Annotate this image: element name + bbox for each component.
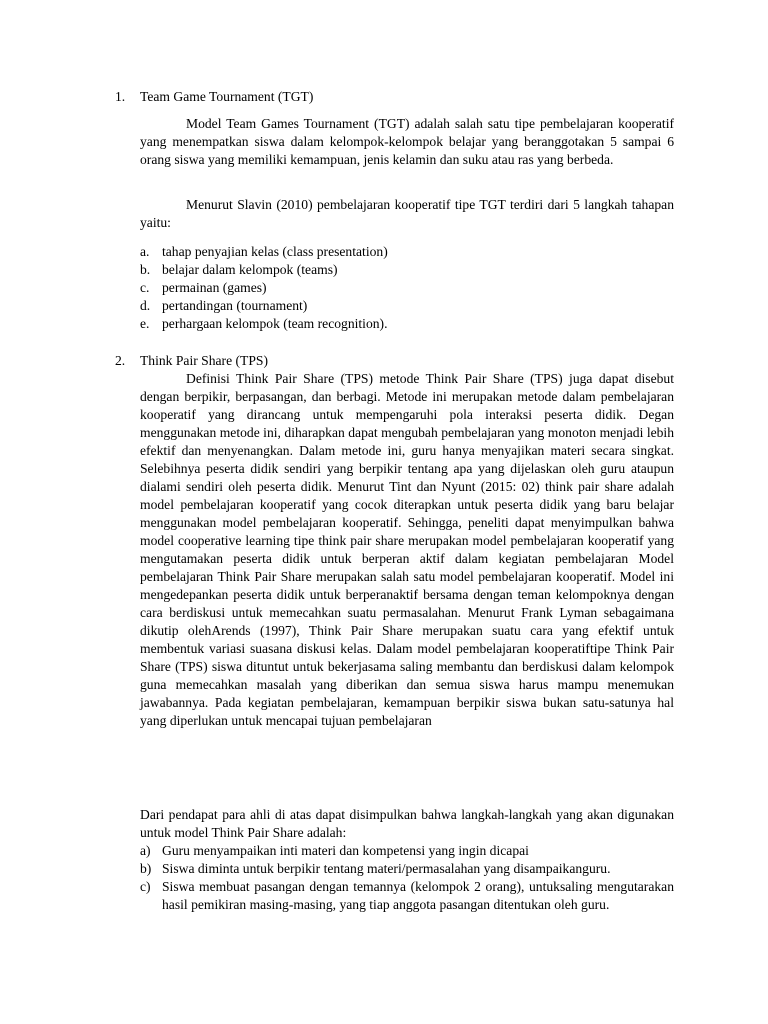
section-1-paragraph-1: Model Team Games Tournament (TGT) adalah salah satu tipe pembelajaran kooperatif yang menempatkan siswa dalam kelompok-kelompok belajar yang beranggotakan 5 sampai 6 orang siswa yang memiliki kemampuan, jenis kelamin dan suku atau ras yang berbeda. [140,116,674,167]
section-1-number: 1. [115,89,126,104]
section-2-number: 2. [115,353,126,368]
list-marker: d. [140,298,151,313]
section-1-title: Team Game Tournament (TGT) [140,89,314,104]
list-marker: a) [140,843,151,858]
list-item [140,279,674,297]
section-2-paragraph-1: Definisi Think Pair Share (TPS) metode Think Pair Share (TPS) juga dapat disebut dengan berpikir, berpasangan, dan berbagi. Metode ini merupakan metode dalam pembelajaran kooperatif yang dirancang untuk mempengaruhi pola interaksi peserta didik. Degan menggunakan metode ini, diharapkan dapat mengubah pembelajaran yang monoton menjadi lebih efektif dan menyenangkan. Dalam metode ini, guru hanya menyajikan materi secara singkat. Selebihnya peserta didik sendiri yang berpikir tentang apa yang dijelaskan oleh guru ataupun dialami sendiri oleh peserta didik. Menurut Tint dan Nyunt (2015: 02) think pair share adalah model pembelajaran kooperatif yang cocok diterapkan untuk peserta didik yang baru belajar menggunakan model pembelajaran kooperatif. Sehingga, peneliti dapat menyimpulkan bahwa model cooperative learning tipe think pair share merupakan model pembelajaran kooperatif yang mengutamakan peserta didik untuk berperan aktif dalam kegiatan pembelajaran Model pembelajaran Think Pair Share merupakan salah satu model pembelajaran kooperatif. Model ini mengedepankan peserta didik untuk berperanaktif bersama dengan teman kelompoknya dengan cara berdiskusi untuk memecahkan suatu permasalahan. Menurut Frank Lyman sebagaimana dikutip olehArends (1997), Think Pair Share merupakan suatu cara yang efektif untuk membentuk variasi suasana diskusi kelas. Dalam model pembelajaran kooperatiftipe Think Pair Share (TPS) siswa dituntut untuk bekerjasama saling membantu dan berdiskusi dalam kelompok guna memecahkan masalah yang diberikan dan semua siswa harus mampu menemukan jawabannya. Pada kegiatan pembelajaran, kemampuan berpikir siswa bukan satu-satunya hal yang diperlukan untuk mencapai tujuan pembelajaran [140,371,674,728]
section-2-paragraph-2: Dari pendapat para ahli di atas dapat disimpulkan bahwa langkah-langkah yang akan digunakan untuk model Think Pair Share adalah: [140,807,674,840]
list-item-text: tahap penyajian kelas (class presentation) [162,244,388,259]
list-item-text: pertandingan (tournament) [162,298,308,313]
list-item [140,842,674,860]
list-item-text: permainan (games) [162,280,267,295]
list-marker: b. [140,262,151,277]
list-marker: c) [140,879,151,894]
list-marker: a. [140,244,150,259]
list-item-text: perhargaan kelompok (team recognition). [162,316,388,331]
section-1-step-list [140,243,674,333]
list-item [140,315,674,333]
list-item [140,243,674,261]
section-2-step-list [140,842,674,914]
list-item [140,261,674,279]
list-item [140,878,674,914]
list-item [140,297,674,315]
list-marker: c. [140,280,150,295]
list-item-text: Siswa diminta untuk berpikir tentang materi/permasalahan yang disampaikanguru. [162,861,611,876]
list-item-text: belajar dalam kelompok (teams) [162,262,338,277]
list-item-text: Guru menyampaikan inti materi dan kompetensi yang ingin dicapai [162,843,529,858]
list-item [140,860,674,878]
section-1-paragraph-2: Menurut Slavin (2010) pembelajaran kooperatif tipe TGT terdiri dari 5 langkah tahapan yaitu: [140,197,674,230]
list-item-text: Siswa membuat pasangan dengan temannya (kelompok 2 orang), untuksaling mengutarakan hasil pemikiran masing-masing, yang tiap anggota pasangan ditentukan oleh guru. [162,879,674,912]
list-marker: e. [140,316,150,331]
section-2-title: Think Pair Share (TPS) [140,353,268,368]
list-marker: b) [140,861,152,876]
